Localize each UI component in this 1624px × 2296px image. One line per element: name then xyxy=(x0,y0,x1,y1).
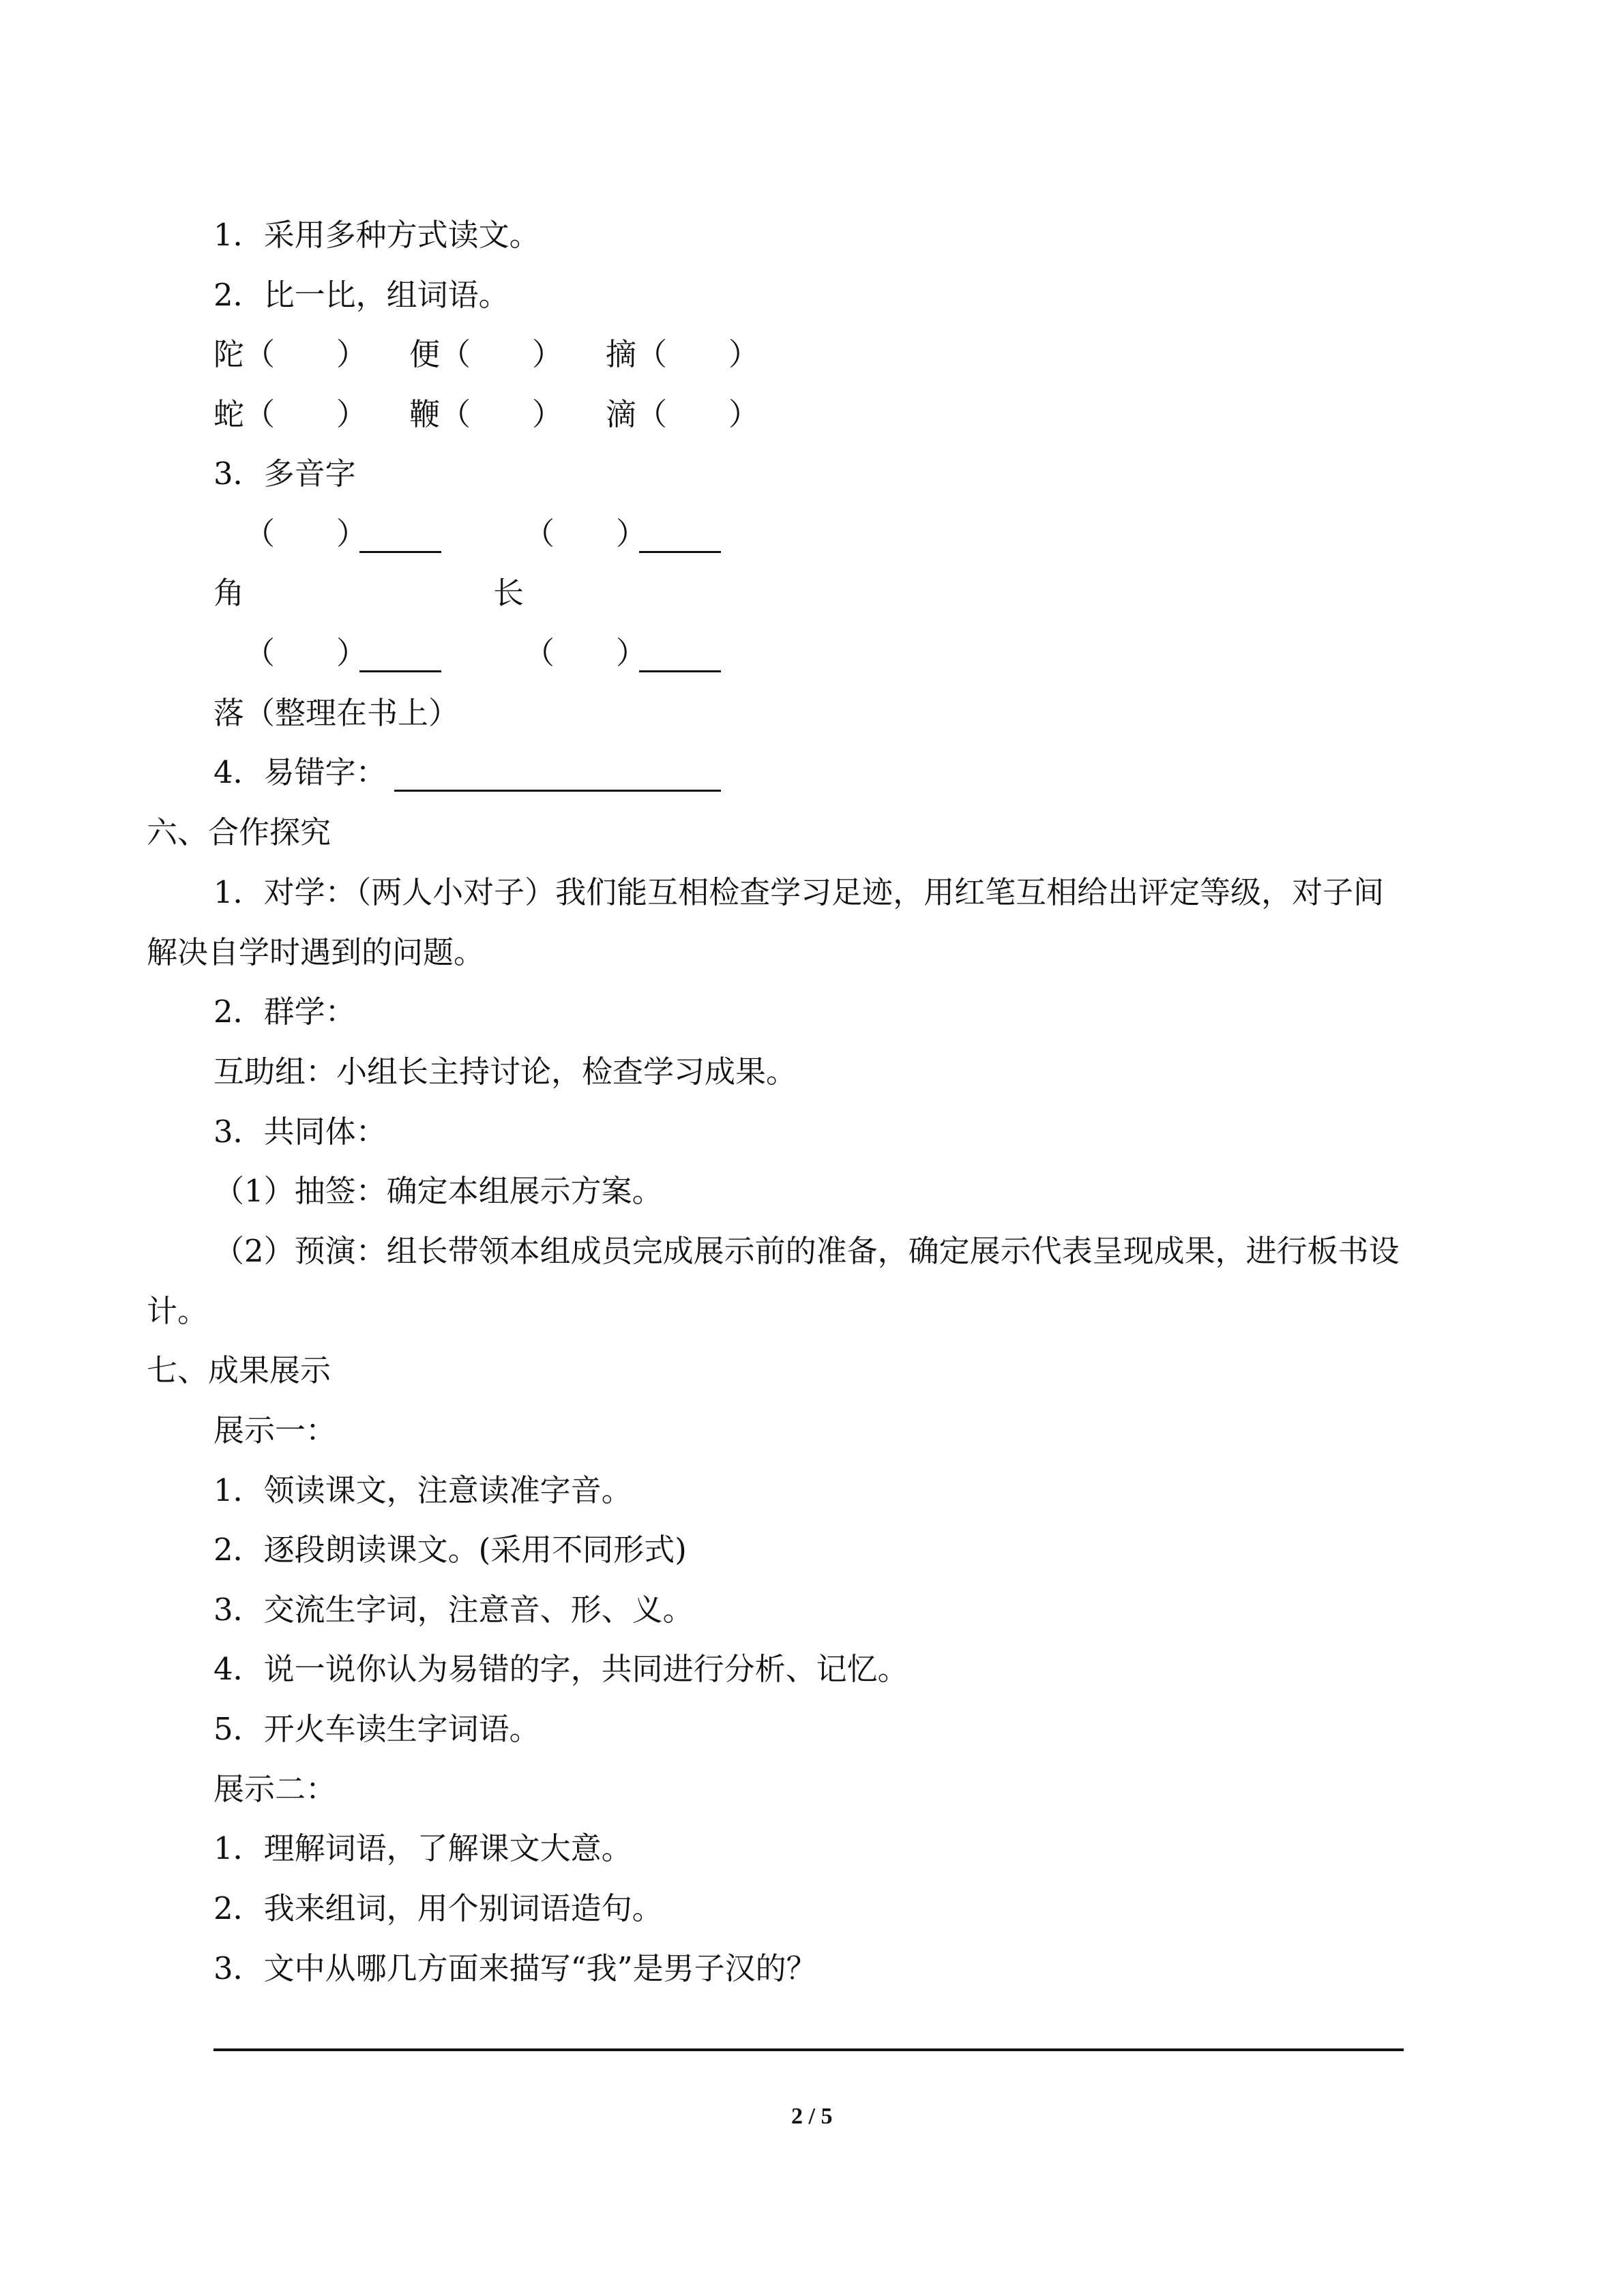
item-read-text: 1．采用多种方式读文。 xyxy=(213,217,540,253)
compare-paren: （ ） xyxy=(636,396,760,432)
answer-blank xyxy=(639,670,721,672)
compare-char: 便 xyxy=(409,336,441,372)
group-study: 2．群学： xyxy=(213,994,356,1030)
section-heading-six: 六、合作探究 xyxy=(147,814,331,850)
item-polyphonic: 3．多音字 xyxy=(213,456,356,492)
compare-paren: （ ） xyxy=(440,336,563,372)
showcase-one-item-2: 2．逐段朗读课文。(采用不同形式) xyxy=(213,1532,687,1568)
item-error-prone: 4．易错字： xyxy=(213,754,387,790)
page-number: 2 / 5 xyxy=(791,2104,833,2129)
showcase-two-item-2: 2．我来组词，用个别词语造句。 xyxy=(213,1890,663,1926)
pinyin-paren: （ ） xyxy=(244,516,368,552)
compare-char: 陀 xyxy=(213,336,245,372)
mutual-help-group: 互助组：小组长主持讨论，检查学习成果。 xyxy=(213,1054,797,1090)
pinyin-paren: （ ） xyxy=(244,635,368,671)
showcase-two-item-3: 3．文中从哪几方面来描写“我”是男子汉的？ xyxy=(213,1950,817,1986)
answer-blank xyxy=(639,551,721,553)
section-heading-seven: 七、成果展示 xyxy=(147,1352,331,1388)
draw-lots: （1）抽签：确定本组展示方案。 xyxy=(213,1173,663,1209)
answer-blank xyxy=(359,670,441,672)
compare-char: 摘 xyxy=(606,336,637,372)
showcase-one-item-4: 4．说一说你认为易错的字，共同进行分析、记忆。 xyxy=(213,1651,909,1687)
compare-paren: （ ） xyxy=(440,396,563,432)
item-compare-words: 2．比一比，组词语。 xyxy=(213,277,510,313)
compare-paren: （ ） xyxy=(244,336,368,372)
rehearsal-line-1: （2）预演：组长带领本组成员完成展示前的准备，确定展示代表呈现成果，进行板书设 xyxy=(213,1233,1400,1269)
compare-char: 蛇 xyxy=(213,396,245,432)
compare-paren: （ ） xyxy=(244,396,368,432)
pinyin-paren: （ ） xyxy=(524,516,647,552)
showcase-two-item-1: 1．理解词语，了解课文大意。 xyxy=(213,1830,632,1866)
rehearsal-line-2: 计。 xyxy=(147,1293,209,1329)
compare-char: 滴 xyxy=(606,396,637,432)
polyphonic-char-2: 长 xyxy=(493,575,525,611)
pair-study-line-1: 1．对学：（两人小对子）我们能互相检查学习足迹，用红笔互相给出评定等级，对子间 xyxy=(213,874,1385,910)
pair-study-line-2: 解决自学时遇到的问题。 xyxy=(147,934,485,970)
showcase-one-item-5: 5．开火车读生字词语。 xyxy=(213,1711,540,1747)
showcase-one-item-3: 3．交流生字词，注意音、形、义。 xyxy=(213,1592,694,1628)
compare-char: 鞭 xyxy=(409,396,441,432)
showcase-one-heading: 展示一： xyxy=(213,1412,337,1448)
showcase-one-item-1: 1．领读课文，注意读准字音。 xyxy=(213,1472,632,1508)
answer-blank xyxy=(359,551,441,553)
error-prone-blank xyxy=(394,790,721,792)
pinyin-paren: （ ） xyxy=(524,635,647,671)
answer-line xyxy=(213,2048,1404,2051)
community: 3．共同体： xyxy=(213,1114,387,1150)
compare-paren: （ ） xyxy=(636,336,760,372)
showcase-two-heading: 展示二： xyxy=(213,1771,337,1807)
polyphonic-char-1: 角 xyxy=(213,575,245,611)
item-luo-note: 落（整理在书上） xyxy=(213,695,460,731)
